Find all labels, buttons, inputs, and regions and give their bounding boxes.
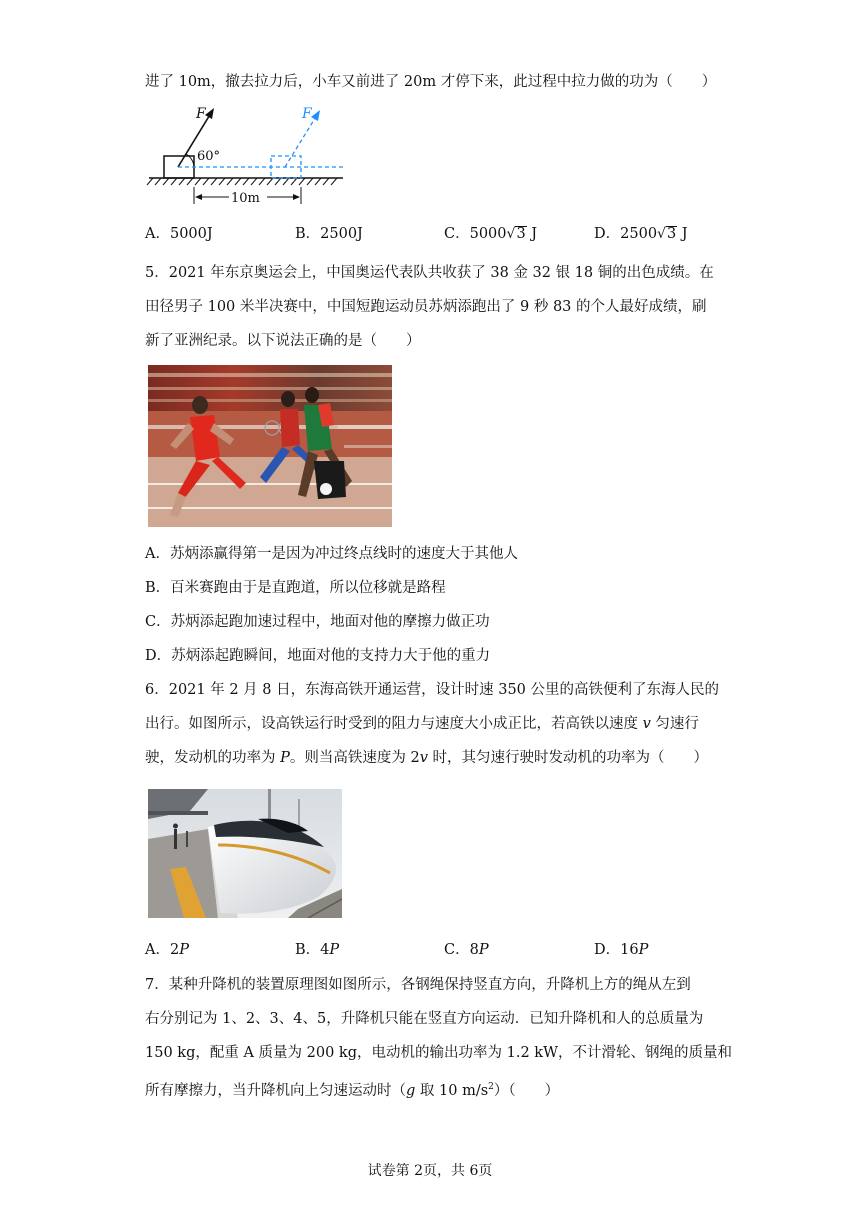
q4-option-c: C．5000√3 J [444, 226, 538, 242]
force-arrowhead [205, 108, 214, 119]
q5-stem-line: 新了亚洲纪录。以下说法正确的是（ ） [145, 333, 421, 349]
ground [147, 178, 343, 185]
q6-stem-line: 驶，发动机的功率为 P。则当高铁速度为 2v 时，其匀速行驶时发动机的功率为（ ） [145, 750, 709, 766]
q6-option-b: B．4P [295, 942, 340, 958]
q5-option-b: B．百米赛跑由于是直跑道，所以位移就是路程 [145, 580, 446, 596]
q4-option-b: B．2500J [295, 226, 363, 242]
q6-option-c: C．8P [444, 942, 489, 958]
q5-option-a: A．苏炳添赢得第一是因为冲过终点线时的速度大于其他人 [145, 546, 518, 562]
sqrt-icon: √ [657, 226, 666, 242]
q5-stem-line: 田径男子 100 米半决赛中，中国短跑运动员苏炳添跑出了 9 秒 83 的个人最好成绩，刷 [145, 299, 707, 315]
q7-stem-line: 所有摩擦力，当升降机向上匀速运动时（g 取 10 $m/s^2$）（ ） [145, 1082, 560, 1099]
q7-stem-line: 7．某种升降机的装置原理图如图所示，各钢绳保持竖直方向，升降机上方的绳从左到 [145, 977, 691, 993]
q5-option-d: D．苏炳添起跑瞬间，地面对他的支持力大于他的重力 [145, 648, 491, 664]
q6-stem-line: 6．2021 年 2 月 8 日，东海高铁开通运营，设计时速 350 公里的高铁便利了东海人民的 [145, 682, 720, 698]
q6-option-a: A．2P [145, 942, 189, 958]
q6-stem-line: 出行。如图所示，设高铁运行时受到的阻力与速度大小成正比，若高铁以速度 v 匀速行 [145, 716, 699, 732]
q4-option-a: A．5000J [145, 226, 213, 242]
q4-option-d: D．2500√3 J [594, 226, 688, 242]
sqrt-icon: √ [506, 226, 516, 242]
force-label-left: F [196, 106, 206, 122]
q4-stem-line: 进了 10m，撤去拉力后，小车又前进了 20m 才停下来，此过程中拉力做的功为（ ） [145, 74, 717, 90]
force-arrow-dashed [285, 115, 317, 167]
q6-option-d: D．16P [594, 942, 649, 958]
angle-label: 60° [197, 149, 221, 164]
q4-force-diagram [145, 100, 350, 210]
q7-stem-line: 右分别记为 1、2、3、4、5，升降机只能在竖直方向运动．已知升降机和人的总质量为 [145, 1011, 704, 1027]
q5-stem-line: 5．2021 年东京奥运会上，中国奥运代表队共收获了 38 金 32 银 18 铜的出色成绩。在 [145, 265, 714, 281]
force-label-right: F [302, 106, 312, 122]
high-speed-train-photo [148, 789, 342, 918]
page-footer: 试卷第 2页，共 6页 [367, 1163, 493, 1179]
sprinters-photo [148, 365, 392, 527]
distance-label: 10m [231, 191, 260, 206]
q7-stem-line: 150 kg，配重 A 质量为 200 kg，电动机的输出功率为 1.2 kW，不计滑轮、钢绳的质量和 [145, 1045, 732, 1061]
q5-option-c: C．苏炳添起跑加速过程中，地面对他的摩擦力做正功 [145, 614, 490, 630]
